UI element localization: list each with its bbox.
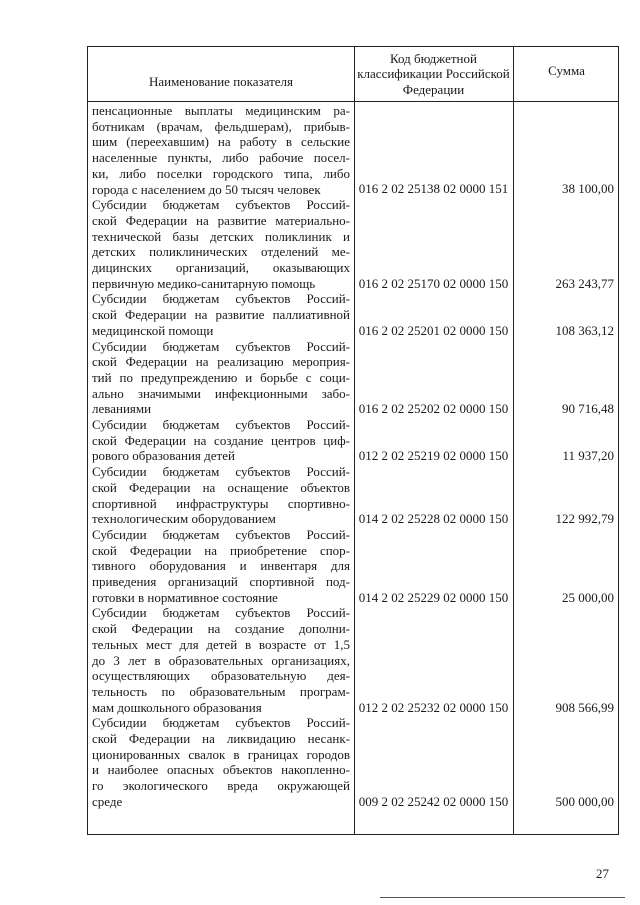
row-code: 014 2 02 25228 02 0000 150 bbox=[358, 511, 509, 527]
row-name bbox=[92, 715, 350, 809]
table-row bbox=[88, 417, 620, 464]
table-row bbox=[88, 339, 620, 418]
row-name-line: пенсационные выплаты медицинским ра- bbox=[92, 103, 350, 118]
row-name-line: города с населением до 50 тысяч человек bbox=[92, 181, 321, 197]
row-name-line: тельность по образовательным програм- bbox=[92, 683, 350, 699]
row-name-line: готовки в нормативное состояние bbox=[92, 589, 278, 605]
header-code: Код бюджетной классификации Российской Федерации bbox=[357, 50, 510, 97]
row-name-line: Субсидии бюджетам субъектов Россий- bbox=[92, 291, 350, 307]
row-sum: 500 000,00 bbox=[555, 793, 614, 809]
row-sum: 263 243,77 bbox=[555, 275, 614, 291]
row-name-line: технологическим оборудованием bbox=[92, 511, 276, 527]
row-name-line: ской Федерации на создание дополни- bbox=[92, 621, 350, 637]
row-name-line: среде bbox=[92, 793, 123, 809]
footer-rule bbox=[380, 897, 625, 898]
page-number: 27 bbox=[596, 866, 609, 881]
header-divider bbox=[88, 101, 618, 102]
row-code: 016 2 02 25201 02 0000 150 bbox=[358, 322, 509, 338]
row-sum: 11 937,20 bbox=[562, 448, 614, 464]
row-sum: 108 363,12 bbox=[555, 322, 614, 338]
row-name-line: ки, либо поселки городского типа, либо bbox=[92, 165, 350, 181]
row-name bbox=[92, 103, 350, 197]
row-name bbox=[92, 464, 350, 527]
row-name-line: ской Федерации на развитие материально- bbox=[92, 212, 350, 228]
row-name bbox=[92, 605, 350, 715]
table-row bbox=[88, 605, 620, 715]
row-name-line: тельных мест для детей в возрасте от 1,5 bbox=[92, 636, 350, 652]
table-row bbox=[88, 103, 620, 197]
row-code: 016 2 02 25170 02 0000 150 bbox=[358, 275, 509, 291]
row-code: 014 2 02 25229 02 0000 150 bbox=[358, 589, 509, 605]
row-sum: 122 992,79 bbox=[555, 511, 614, 527]
row-name bbox=[92, 291, 350, 338]
row-name bbox=[92, 197, 350, 291]
row-name-line: Субсидии бюджетам субъектов Россий- bbox=[92, 338, 350, 354]
row-sum: 25 000,00 bbox=[562, 589, 614, 605]
row-name-line: ской Федерации на ликвидацию несанк- bbox=[92, 731, 350, 746]
row-name-line: ской Федерации на реализацию мероприя- bbox=[92, 354, 350, 370]
row-name-line: Субсидии бюджетам субъектов Россий- bbox=[92, 605, 350, 621]
row-name-line: медицинской помощи bbox=[92, 322, 214, 338]
row-name-line: Субсидии бюджетам субъектов Россий- bbox=[92, 526, 350, 542]
row-name-line: ально значимыми инфекционными забо- bbox=[92, 385, 350, 401]
header-name: Наименование показателя bbox=[148, 74, 294, 90]
row-code: 012 2 02 25232 02 0000 150 bbox=[358, 699, 509, 715]
row-name-line: населенные пункты, либо рабочие посел- bbox=[92, 150, 350, 166]
table-row bbox=[88, 291, 620, 338]
row-name-line: тивного оборудования и инвентаря для bbox=[92, 558, 350, 574]
table-row bbox=[88, 527, 620, 606]
budget-table bbox=[87, 46, 619, 835]
row-name-line: до 3 лет в образовательных организациях, bbox=[92, 652, 350, 668]
table-row bbox=[88, 715, 620, 809]
row-name-line: приведения организаций спортивной под- bbox=[92, 574, 350, 589]
row-name bbox=[92, 339, 350, 418]
row-name-line: первичную медико-санитарную помощь bbox=[92, 275, 316, 291]
row-name-line: спортивной инфраструктуры спортивно- bbox=[92, 495, 350, 511]
row-name-line: Субсидии бюджетам субъектов Россий- bbox=[92, 197, 350, 213]
row-code: 016 2 02 25202 02 0000 150 bbox=[358, 401, 509, 417]
row-name-line: осуществляющих образовательную дея- bbox=[92, 668, 350, 684]
row-name-line: мам дошкольного образования bbox=[92, 699, 262, 715]
row-sum: 38 100,00 bbox=[562, 181, 614, 197]
table-row bbox=[88, 464, 620, 527]
header-sum: Сумма bbox=[548, 63, 585, 78]
row-name-line: Субсидии бюджетам субъектов Россий- bbox=[92, 464, 350, 480]
row-name-line: Субсидии бюджетам субъектов Россий- bbox=[92, 417, 350, 432]
row-name-line: тий по предупреждению и борьбе с соци- bbox=[92, 369, 350, 385]
row-name-line: дицинских организаций, оказывающих bbox=[92, 260, 350, 275]
row-name-line: Субсидии бюджетам субъектов Россий- bbox=[92, 715, 350, 731]
row-code: 016 2 02 25138 02 0000 151 bbox=[358, 181, 509, 197]
row-name bbox=[92, 417, 350, 464]
row-name-line: технической базы детских поликлиник и bbox=[92, 228, 350, 244]
row-name bbox=[92, 527, 350, 606]
row-name-line: ской Федерации на развитие паллиативной bbox=[92, 307, 350, 323]
row-name-line: ботникам (врачам, фельдшерам), прибыв- bbox=[92, 118, 350, 134]
row-sum: 908 566,99 bbox=[555, 699, 614, 715]
row-name-line: ционированных свалок в границах городов bbox=[92, 746, 350, 762]
row-name-line: ской Федерации на создание центров циф- bbox=[92, 432, 350, 448]
row-name-line: рового образования детей bbox=[92, 448, 235, 464]
row-name-line: шим (переехавшим) на работу в сельские bbox=[92, 134, 350, 150]
row-name-line: леваниями bbox=[92, 401, 152, 417]
row-name-line: ской Федерации на приобретение спор- bbox=[92, 542, 350, 558]
row-code: 009 2 02 25242 02 0000 150 bbox=[358, 793, 509, 809]
row-name-line: детских поликлинических отделений ме- bbox=[92, 244, 350, 260]
row-sum: 90 716,48 bbox=[562, 401, 614, 417]
row-name-line: и наиболее опасных объектов накопленно- bbox=[92, 762, 350, 778]
row-name-line: ской Федерации на оснащение объектов bbox=[92, 479, 350, 495]
row-code: 012 2 02 25219 02 0000 150 bbox=[358, 448, 509, 464]
table-row bbox=[88, 197, 620, 291]
row-name-line: го экологического вреда окружающей bbox=[92, 778, 350, 794]
